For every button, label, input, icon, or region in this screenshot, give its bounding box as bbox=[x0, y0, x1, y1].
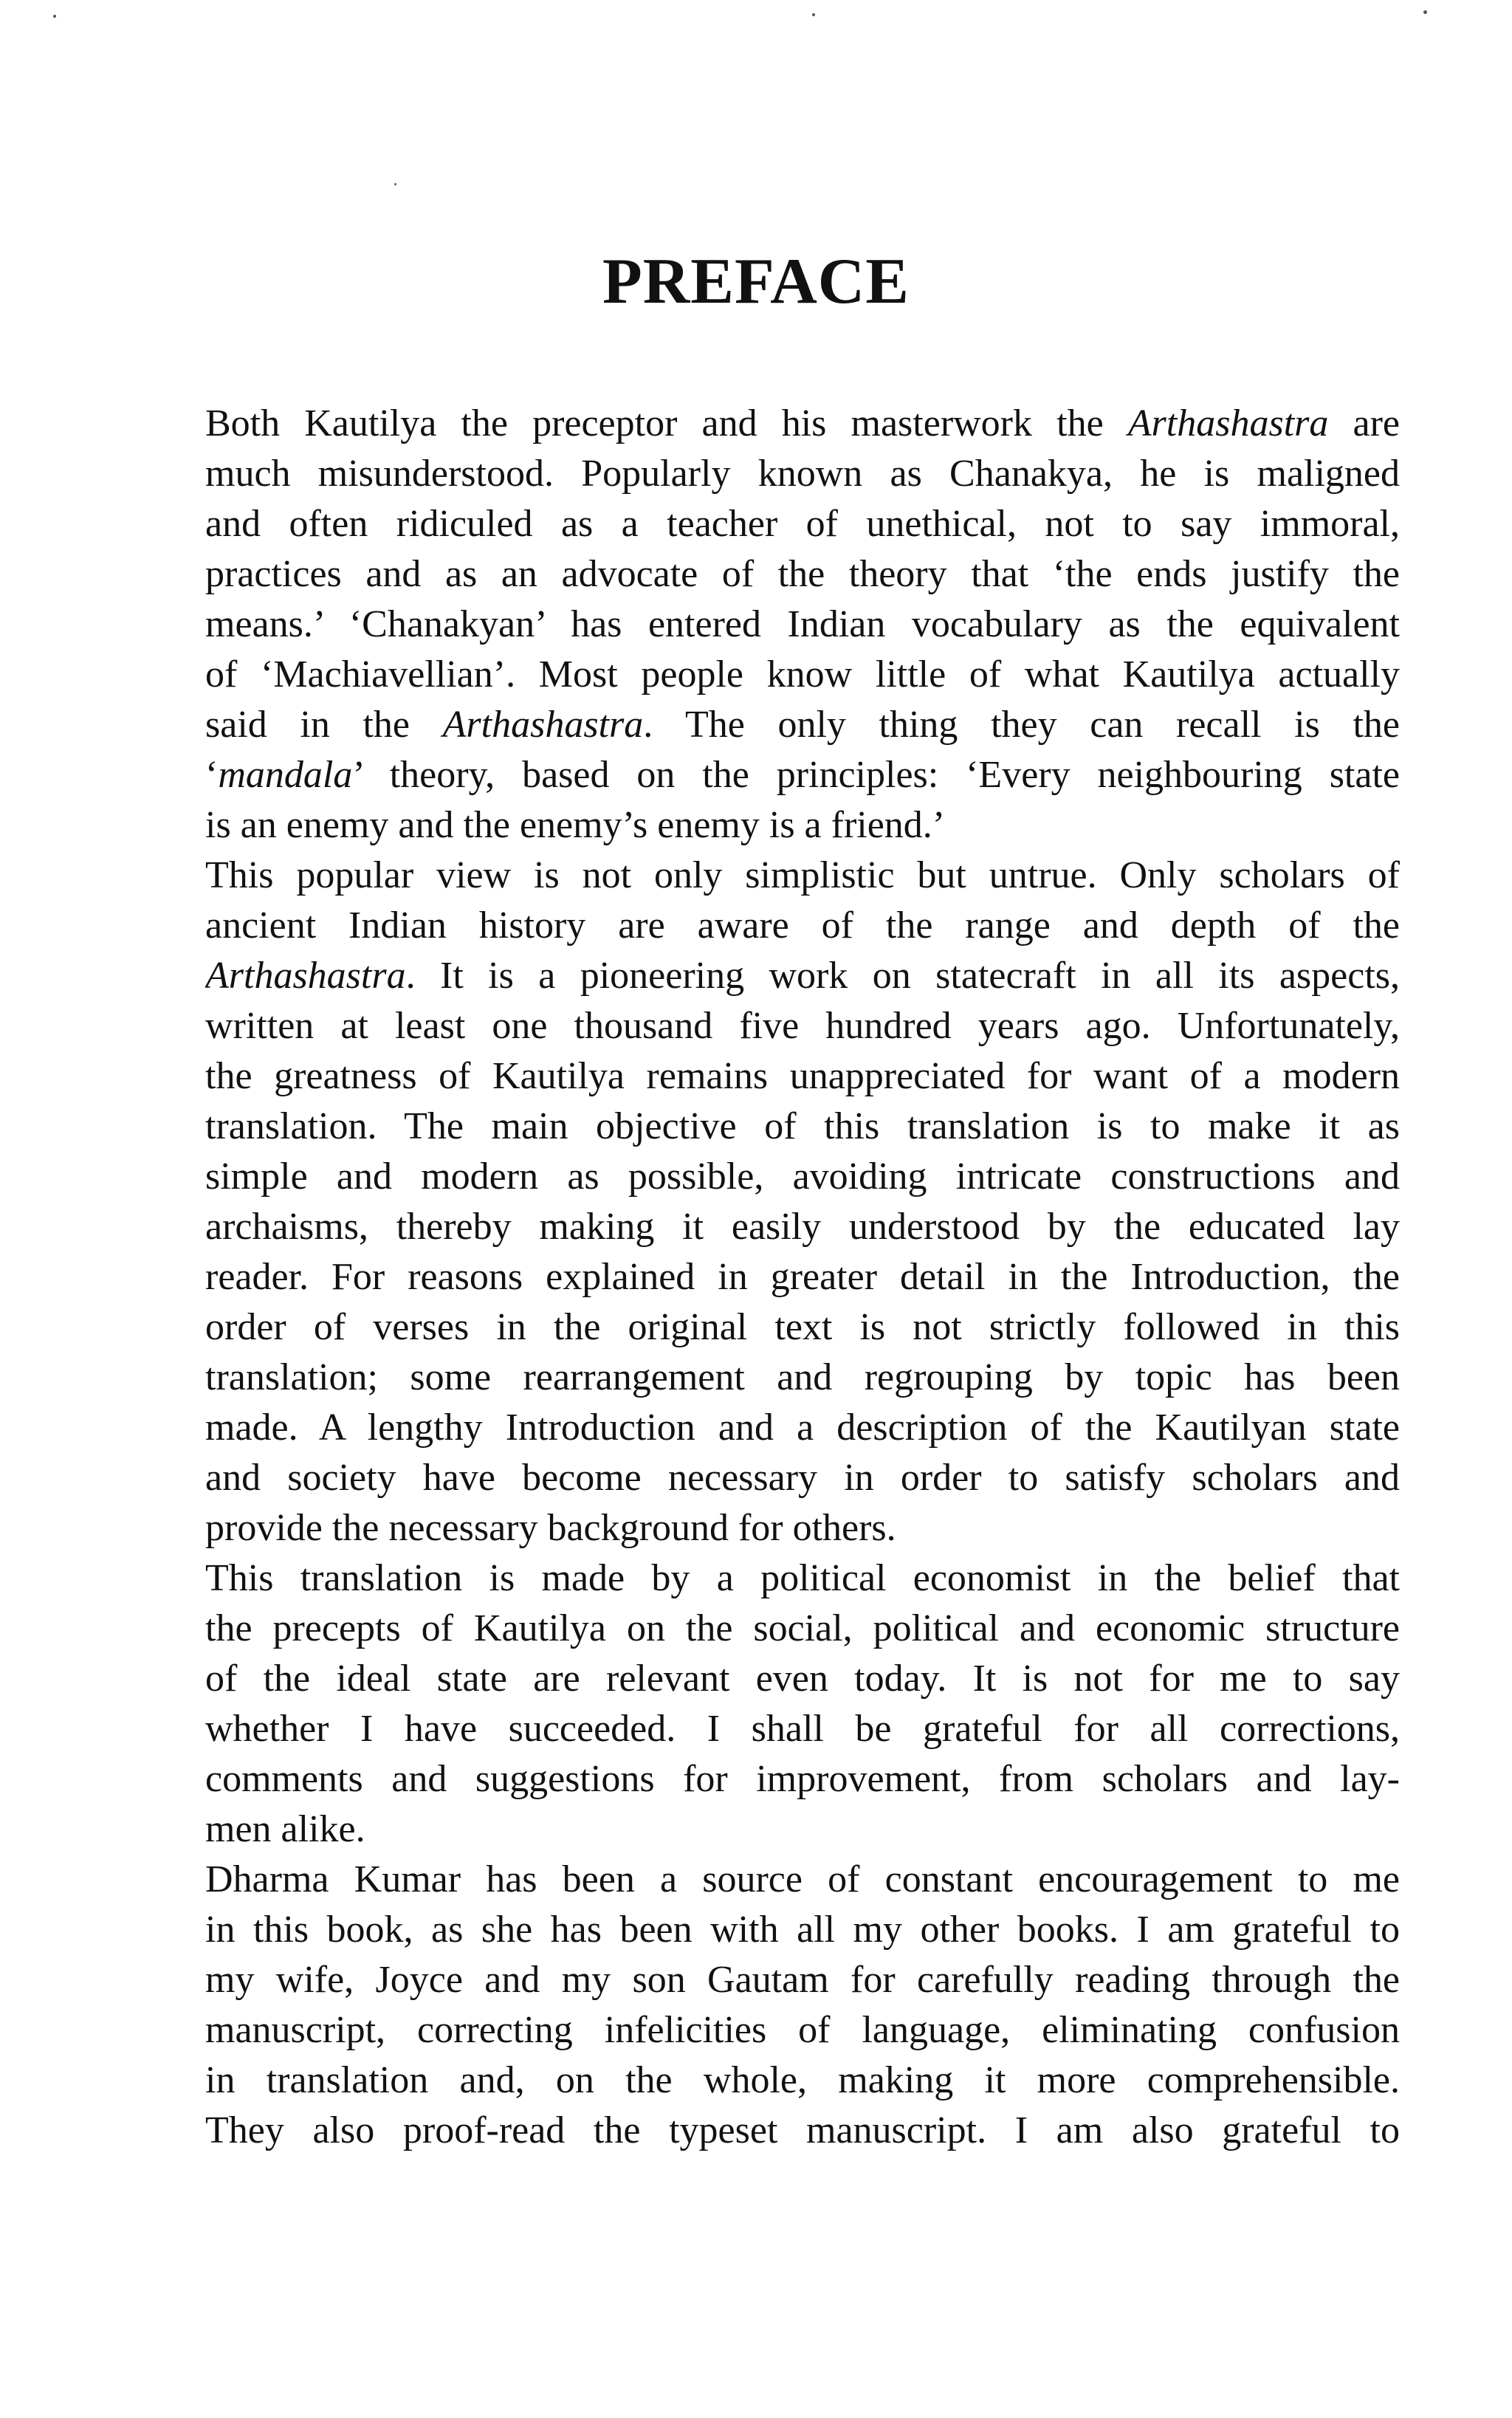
paragraph-4 bbox=[205, 1855, 1400, 2156]
text-line: reader. For reasons explained in greater detail in the Introduction, the bbox=[205, 1256, 1400, 1298]
text-line: order of verses in the original text is not strictly followed in this bbox=[205, 1306, 1400, 1348]
text-line: translation. The main objective of this translation is to make it as bbox=[205, 1105, 1400, 1147]
text-line: manuscript, correcting infelicities of language, eliminating confusion bbox=[205, 2009, 1400, 2051]
text-line: ancient Indian history are aware of the range and depth of the bbox=[205, 904, 1400, 947]
paragraph-2 bbox=[205, 851, 1400, 1553]
text-line: Dharma Kumar has been a source of constant encouragement to me bbox=[205, 1858, 1400, 1900]
text-line: means.’ ‘Chanakyan’ has entered Indian vocabulary as the equivalent bbox=[205, 603, 1400, 645]
text-line: and society have become necessary in order to satisfy scholars and bbox=[205, 1457, 1400, 1499]
text-line: my wife, Joyce and my son Gautam for carefully reading through the bbox=[205, 1959, 1400, 2001]
scan-speck bbox=[1423, 10, 1427, 14]
text-line: men alike. bbox=[205, 1808, 365, 1850]
text-line: archaisms, thereby making it easily understood by the educated lay bbox=[205, 1206, 1400, 1248]
text-line: Arthashastra. It is a pioneering work on statecraft in all its aspects, bbox=[205, 955, 1400, 997]
text-line: and often ridiculed as a teacher of unethical, not to say immoral, bbox=[205, 503, 1400, 545]
text-line: whether I have succeeded. I shall be grateful for all corrections, bbox=[205, 1708, 1400, 1750]
text-line: made. A lengthy Introduction and a description of the Kautilyan state bbox=[205, 1407, 1400, 1449]
scan-speck bbox=[812, 13, 815, 16]
text-line: is an enemy and the enemy’s enemy is a friend.’ bbox=[205, 804, 946, 846]
text-line: This translation is made by a political economist in the belief that bbox=[205, 1557, 1400, 1599]
text-line: the greatness of Kautilya remains unappreciated for want of a modern bbox=[205, 1055, 1400, 1097]
text-line: in translation and, on the whole, making it more comprehensible. bbox=[205, 2059, 1400, 2101]
paragraph-1 bbox=[205, 399, 1400, 851]
text-line: of the ideal state are relevant even today. It is not for me to say bbox=[205, 1658, 1400, 1700]
paragraph-3 bbox=[205, 1553, 1400, 1855]
scan-speck bbox=[394, 183, 396, 185]
text-line: written at least one thousand five hundred years ago. Unfortunately, bbox=[205, 1005, 1400, 1047]
text-line: Both Kautilya the preceptor and his masterwork the Arthashastra are bbox=[205, 402, 1400, 444]
text-line: in this book, as she has been with all my other books. I am grateful to bbox=[205, 1909, 1400, 1951]
text-line: They also proof-read the typeset manuscript. I am also grateful to bbox=[205, 2109, 1400, 2151]
text-line: the precepts of Kautilya on the social, political and economic structure bbox=[205, 1607, 1400, 1649]
page-title: PREFACE bbox=[602, 246, 910, 317]
text-line: practices and as an advocate of the theory that ‘the ends justify the bbox=[205, 553, 1400, 595]
text-line: This popular view is not only simplistic but untrue. Only scholars of bbox=[205, 854, 1400, 896]
text-line: simple and modern as possible, avoiding intricate constructions and bbox=[205, 1155, 1400, 1198]
scan-speck bbox=[53, 15, 56, 18]
text-line: provide the necessary background for others. bbox=[205, 1507, 896, 1549]
body-text bbox=[205, 399, 1400, 2156]
text-line: translation; some rearrangement and regrouping by topic has been bbox=[205, 1356, 1400, 1398]
text-line: of ‘Machiavellian’. Most people know little of what Kautilya actually bbox=[205, 653, 1400, 695]
text-line: comments and suggestions for improvement, from scholars and lay- bbox=[205, 1758, 1400, 1800]
text-line: said in the Arthashastra. The only thing they can recall is the bbox=[205, 704, 1400, 746]
text-line: ‘mandala’ theory, based on the principles: ‘Every neighbouring state bbox=[205, 754, 1400, 796]
text-line: much misunderstood. Popularly known as Chanakya, he is maligned bbox=[205, 453, 1400, 495]
